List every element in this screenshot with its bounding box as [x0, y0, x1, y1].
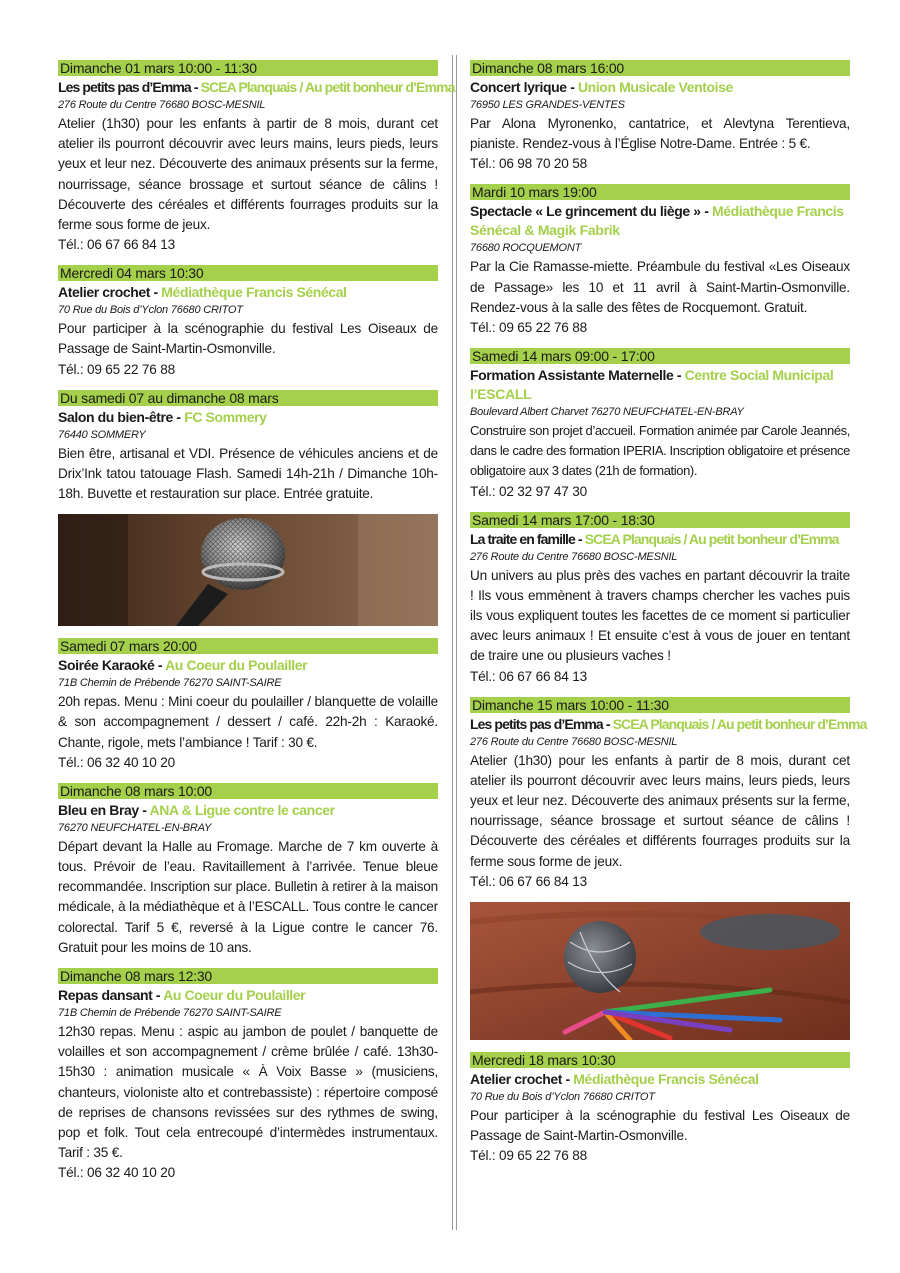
event-description: Atelier (1h30) pour les enfants à partir de 8 mois, durant cet atelier ils pourront découvrir avec leurs mains, leurs pieds, leurs yeux et leur nez. Découverte des animaux présents sur la ferme, nourrissage, séance brossage et surtout séance de câlins ! Découverte des céréales et différents fourrages produits sur la ferme sous forme de jeux.	[470, 752, 850, 869]
event-date: Dimanche 15 mars 10:00 - 11:30	[470, 697, 850, 713]
event-organizer: SCEA Planquais / Au petit bonheur d’Emma	[612, 715, 867, 732]
yarn-photo	[470, 902, 850, 1040]
event-address: 71B Chemin de Prébende 76270 SAINT-SAIRE	[58, 1007, 282, 1020]
event-phone: Tél.: 06 67 66 84 13	[58, 237, 175, 253]
event-item	[470, 1052, 850, 1166]
event-title-line: Bleu en Bray - ANA & Ligue contre le cancer	[58, 801, 335, 818]
event-item	[470, 512, 850, 687]
event-address: 76440 SOMMERY	[58, 428, 146, 441]
event-address: 276 Route du Centre 76680 BOSC-MESNIL	[470, 735, 678, 748]
event-title: Soirée Karaoké	[58, 657, 155, 674]
event-date: Mercredi 04 mars 10:30	[58, 265, 438, 281]
event-date: Samedi 07 mars 20:00	[58, 638, 438, 654]
event-phone: Tél.: 06 32 40 10 20	[58, 754, 175, 770]
event-title: Atelier crochet	[470, 1070, 563, 1087]
event-item	[58, 638, 438, 773]
event-title-line: Les petits pas d’Emma - SCEA Planquais / Au petit bonheur d’Emma	[58, 79, 455, 95]
event-organizer: Médiathèque Francis Sénécal	[161, 284, 347, 301]
event-description: 12h30 repas. Menu : aspic au jambon de poulet / banquette de volailles et son accompagnement / crème brûlée / café. 13h30-15h30 : animation musicale « À Voix Basse » (musiciens, chanteurs, violoniste alto et contrebassiste) : répertoire composé de reprises de chansons revissées sur des rythmes de swing, pop et folk. Tout cela entrecoupé d’intermèdes instrumentaux. Tarif : 35 €.	[58, 1024, 438, 1161]
event-title: Atelier crochet	[58, 284, 151, 301]
event-organizer: FC Sommery	[184, 408, 267, 425]
event-title-line: Repas dansant - Au Coeur du Poulailler	[58, 987, 306, 1004]
event-date: Du samedi 07 au dimanche 08 mars	[58, 390, 438, 406]
event-phone: Tél.: 09 65 22 76 88	[58, 361, 175, 377]
event-description: Par la Cie Ramasse-miette. Préambule du festival «Les Oiseaux de Passage» les 10 et 11 avril à Saint-Martin-Osmonville. Rendez-vous à la salle des fêtes de Rocquemont. Gratuit.	[470, 259, 850, 315]
event-title-line: Formation Assistante Maternelle - Centre Social Municipal	[470, 367, 834, 384]
event-date: Samedi 14 mars 09:00 - 17:00	[470, 348, 850, 364]
event-organizer: SCEA Planquais / Au petit bonheur d’Emma	[584, 530, 839, 547]
column-divider	[456, 55, 457, 1230]
event-address: 70 Rue du Bois d’Yclon 76680 CRITOT	[58, 304, 243, 317]
event-description: Un univers au plus près des vaches en partant découvrir la traite ! Ils vous emmènent à travers champs chercher les vaches puis ils vous expliquent toutes les facettes de ce moment si particulier avec leurs animaux ! Et ensuite c’est à vous de jouer en tentant de traire une ou plusieurs vaches !	[470, 567, 850, 664]
event-title: Les petits pas d’Emma	[58, 79, 191, 95]
event-organizer-continued: Sénécal & Magik Fabrik	[470, 222, 620, 239]
event-title-line: Concert lyrique - Union Musicale Ventoise	[470, 79, 733, 95]
event-phone: Tél.: 09 65 22 76 88	[470, 320, 587, 336]
microphone-photo	[58, 514, 438, 626]
event-address: 71B Chemin de Prébende 76270 SAINT-SAIRE	[58, 677, 282, 690]
event-title-line: Salon du bien-être - FC Sommery	[58, 408, 267, 425]
event-description: Pour participer à la scénographie du festival Les Oiseaux de Passage de Saint-Martin-Osmonville.	[470, 1107, 850, 1144]
yarn-and-crochet-hooks-image	[470, 902, 850, 1040]
event-phone: Tél.: 06 98 70 20 58	[470, 156, 587, 172]
event-organizer: Au Coeur du Poulailler	[163, 987, 306, 1004]
event-phone: Tél.: 06 67 66 84 13	[470, 873, 587, 889]
event-item	[58, 60, 455, 255]
event-title-line: La traite en famille - SCEA Planquais / Au petit bonheur d’Emma	[470, 530, 839, 547]
event-date: Dimanche 01 mars 10:00 - 11:30	[58, 60, 438, 76]
event-date: Dimanche 08 mars 12:30	[58, 968, 438, 984]
event-organizer: ANA & Ligue contre le cancer	[149, 801, 335, 818]
event-title: La traite en famille	[470, 530, 575, 547]
event-phone: Tél.: 06 32 40 10 20	[58, 1165, 175, 1181]
event-phone: Tél.: 09 65 22 76 88	[470, 1148, 587, 1164]
event-date: Samedi 14 mars 17:00 - 18:30	[470, 512, 850, 528]
event-title-line: Spectacle « Le grincement du liège » - Médiathèque Francis	[470, 203, 844, 220]
event-address: 76950 LES GRANDES-VENTES	[470, 99, 625, 111]
event-organizer: Médiathèque Francis Sénécal	[573, 1070, 759, 1087]
event-title: Spectacle « Le grincement du liège »	[470, 203, 701, 220]
event-organizer-continued: l’ESCALL	[470, 386, 532, 403]
event-date: Mardi 10 mars 19:00	[470, 184, 850, 200]
event-organizer: SCEA Planquais / Au petit bonheur d’Emma	[200, 79, 455, 95]
event-description: 20h repas. Menu : Mini coeur du poulailler / blanquette de volaille & son accompagnement / dessert / café. 22h-2h : Karaoké. Chante, rigole, mets l’ambiance ! Tarif : 30 €.	[58, 694, 438, 750]
event-date: Dimanche 08 mars 16:00	[470, 60, 850, 76]
event-address: 70 Rue du Bois d’Yclon 76680 CRITOT	[470, 1090, 655, 1103]
event-description: Construire son projet d’accueil. Formation animée par Carole Jeannés, dans le cadre des formation IPERIA. Inscription obligatoire et présence obligatoire aux 3 dates (21h de formation).	[470, 423, 850, 479]
event-description: Départ devant la Halle au Fromage. Marche de 7 km ouverte à tous. Prévoir de l’eau. Ravitaillement à l’arrivée. Tenue bleue recommandée. Inscription sur place. Bulletin à retirer à la maison médicale, à la médiathèque et à l’ESCALL. Tous contre le cancer colorectal. Tarif 5 €, reversé à la Ligue contre le cancer 76. Gratuit pour les moins de 10 ans.	[58, 838, 438, 955]
event-address: 76680 ROCQUEMONT	[470, 242, 582, 255]
event-title-line: Atelier crochet - Médiathèque Francis Sénécal	[470, 1070, 759, 1087]
event-item	[58, 390, 438, 505]
event-title: Les petits pas d’Emma	[470, 715, 603, 732]
event-title: Repas dansant	[58, 987, 153, 1004]
left-column	[58, 60, 455, 1193]
event-date: Mercredi 18 mars 10:30	[470, 1052, 850, 1068]
event-title-line: Les petits pas d’Emma - SCEA Planquais / Au petit bonheur d’Emma	[470, 715, 867, 732]
event-title: Concert lyrique	[470, 79, 567, 95]
event-description: Bien être, artisanal et VDI. Présence de véhicules anciens et de Drix’Ink tatou tatouage Flash. Samedi 14h-21h / Dimanche 10h-18h. Buvette et restauration sur place. Entrée gratuite.	[58, 445, 438, 502]
event-description: Pour participer à la scénographie du festival Les Oiseaux de Passage de Saint-Martin-Osmonville.	[58, 321, 438, 357]
event-title-line: Soirée Karaoké - Au Coeur du Poulailler	[58, 657, 308, 674]
event-organizer: Union Musicale Ventoise	[577, 79, 733, 95]
event-organizer: Centre Social Municipal	[684, 367, 834, 384]
microphone-image	[58, 514, 438, 626]
event-item	[470, 184, 850, 338]
right-column	[470, 60, 867, 1176]
event-item	[58, 968, 438, 1183]
event-address: 76270 NEUFCHATEL-EN-BRAY	[58, 821, 212, 834]
event-address: 276 Route du Centre 76680 BOSC-MESNIL	[470, 550, 678, 563]
event-address: Boulevard Albert Charvet 76270 NEUFCHATEL-EN-BRAY	[470, 406, 744, 419]
event-title: Bleu en Bray	[58, 801, 139, 818]
event-title: Salon du bien-être	[58, 408, 173, 425]
event-title: Formation Assistante Maternelle	[470, 367, 674, 384]
event-organizer: Médiathèque Francis	[711, 203, 844, 220]
event-item	[58, 265, 438, 379]
event-title-line: Atelier crochet - Médiathèque Francis Sénécal	[58, 284, 347, 301]
event-organizer: Au Coeur du Poulailler	[165, 657, 308, 674]
event-item	[470, 348, 850, 502]
column-divider	[452, 55, 453, 1230]
event-description: Par Alona Myronenko, cantatrice, et Alevtyna Terentieva, pianiste. Rendez-vous à l’Église Notre-Dame. Entrée : 5 €.	[470, 116, 850, 152]
event-phone: Tél.: 02 32 97 47 30	[470, 483, 587, 499]
event-address: 276 Route du Centre 76680 BOSC-MESNIL	[58, 99, 266, 111]
event-date: Dimanche 08 mars 10:00	[58, 783, 438, 799]
event-description: Atelier (1h30) pour les enfants à partir de 8 mois, durant cet atelier ils pourront découvrir avec leurs mains, leurs pieds, leurs yeux et leur nez. Découverte des animaux présents sur la ferme, nourrissage, séance brossage et surtout séance de câlins ! Découverte des céréales et différents fourrages produits sur la ferme sous forme de jeux.	[58, 116, 438, 233]
event-item	[470, 696, 867, 892]
event-item	[58, 783, 438, 958]
event-item	[470, 60, 850, 174]
event-phone: Tél.: 06 67 66 84 13	[470, 668, 587, 684]
